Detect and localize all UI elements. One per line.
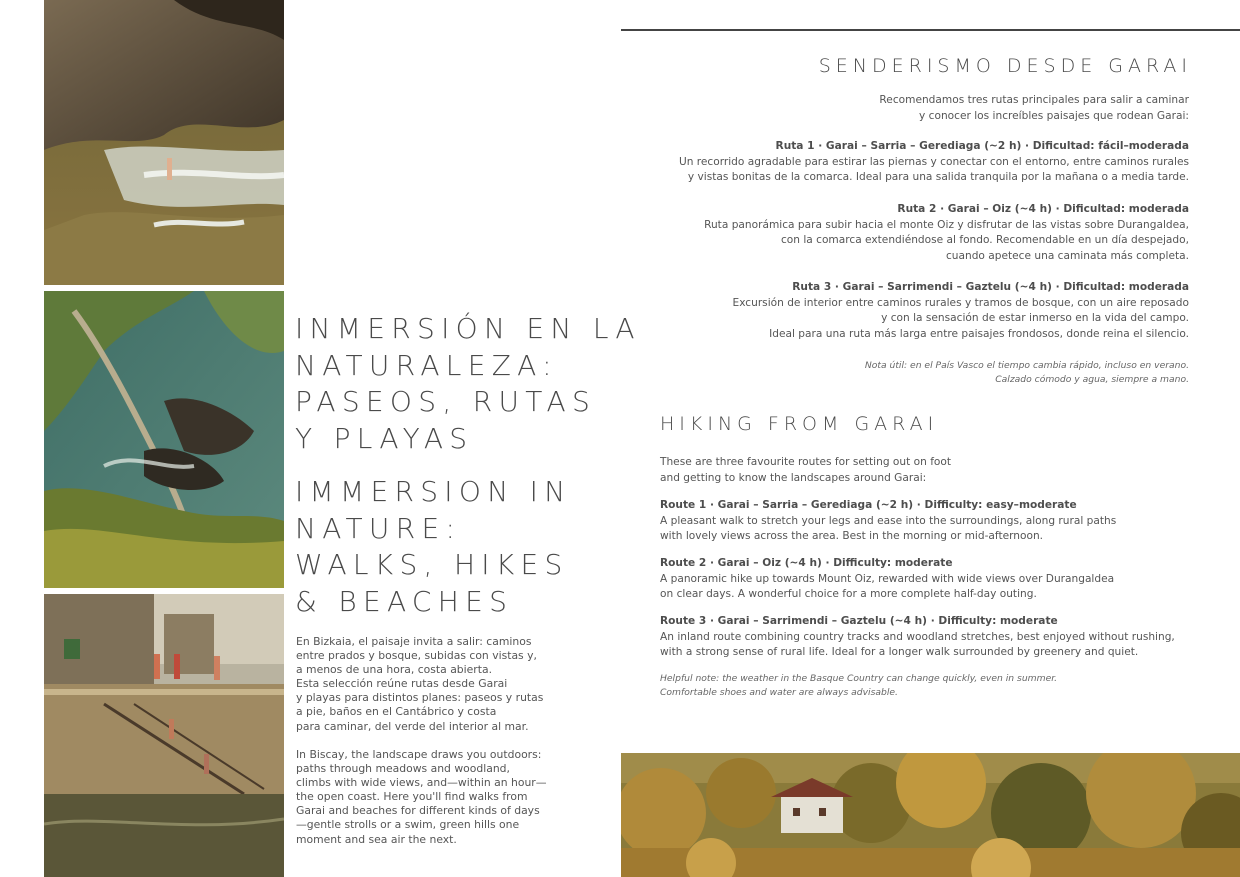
es-route-3: [733, 280, 1190, 342]
coastal-bridge-photo: [44, 291, 284, 588]
en-route-3: [660, 614, 1175, 661]
en-intro-line: These are three favourite routes for setting out on foot: [660, 456, 952, 468]
intro-spanish: [296, 635, 546, 734]
en-route-title: Route 2 · Garai – Oiz (~4 h) · Difficulty: moderate: [660, 557, 953, 569]
headline-english: [295, 474, 595, 620]
es-route-title: Ruta 3 · Garai – Sarrimendi – Gaztelu (~4 h) · Dificultad: moderada: [792, 281, 1189, 293]
headline-line: IMMERSION IN: [295, 475, 572, 508]
intro-line: In Biscay, the landscape draws you outdoors:: [296, 748, 542, 761]
en-route-line: A panoramic hike up towards Mount Oiz, rewarded with wide views over Durangaldea: [660, 572, 1115, 585]
intro-line: climbs with wide views, and—within an hour—: [296, 776, 547, 790]
intro-line: paths through meadows and woodland,: [296, 762, 510, 776]
intro-line: En Bizkaia, el paisaje invita a salir: caminos: [296, 635, 532, 648]
en-route-line: A pleasant walk to stretch your legs and ease into the surroundings, along rural paths: [660, 514, 1117, 527]
es-intro: [879, 93, 1189, 124]
headline-line: WALKS, HIKES: [295, 548, 569, 581]
intro-line: moment and sea air the next.: [296, 832, 457, 846]
en-route-1: [660, 498, 1116, 545]
es-note: [865, 359, 1189, 387]
es-route-line: y vistas bonitas de la comarca. Ideal para una salida tranquila por la mañana o a media tarde.: [687, 171, 1189, 184]
es-route-1: [679, 139, 1189, 186]
es-route-2: [704, 202, 1189, 264]
es-note-line: Nota útil: en el País Vasco el tiempo cambia rápido, incluso en verano.: [864, 360, 1189, 371]
en-section-title: HIKING FROM GARAI: [660, 413, 939, 435]
intro-line: the open coast. Here you'll find walks from: [296, 790, 528, 804]
en-route-line: with a strong sense of rural life. Ideal for a longer walk surrounded by greenery and quiet.: [660, 646, 1139, 659]
es-intro-line: y conocer los increíbles paisajes que rodean Garai:: [919, 109, 1189, 122]
en-route-2: [660, 556, 1114, 603]
intro-english: [296, 748, 546, 847]
en-route-line: on clear days. A wonderful choice for a more complete half-day outing.: [660, 588, 1037, 601]
intro-line: —gentle strolls or a swim, green hills one: [296, 818, 520, 832]
es-route-line: con la comarca extendiéndose al fondo. Recomendable en un día despejado,: [780, 234, 1189, 247]
es-route-title: Ruta 2 · Garai – Oiz (~4 h) · Dificultad: moderada: [897, 203, 1189, 215]
en-route-title: Route 1 · Garai – Sarria – Geredіaga (~2 h) · Difficulty: easy–moderate: [660, 499, 1077, 511]
en-intro: [660, 455, 951, 486]
headline-line: NATURE:: [295, 511, 462, 545]
en-route-line: with lovely views across the area. Best in the morning or mid-afternoon.: [660, 530, 1044, 543]
headline-line: & BEACHES: [295, 584, 514, 618]
village-autumn-photo: [621, 753, 1240, 877]
harbour-pier-photo: [44, 594, 284, 877]
es-intro-line: Recomendamos tres rutas principales para salir a caminar: [879, 94, 1189, 106]
en-intro-line: and getting to know the landscapes around Garai:: [660, 471, 927, 484]
intro-line: y playas para distintos planes: paseos y rutas: [296, 691, 544, 705]
headline-line: PASEOS, RUTAS: [295, 385, 597, 418]
es-route-line: Ruta panorámica para subir hacia el monte Oiz y disfrutar de las vistas sobre Durangaldea,: [704, 218, 1189, 231]
en-note: [660, 672, 1057, 700]
es-route-line: Un recorrido agradable para estirar las piernas y conectar con el entorno, entre caminos rurales: [678, 155, 1189, 168]
intro-line: Esta selección reúne rutas desde Garai: [296, 677, 508, 691]
es-route-title: Ruta 1 · Garai – Sarria – Gerediaga (~2 h) · Dificultad: fácil–moderada: [775, 140, 1189, 152]
intro-line: entre prados y bosque, subidas con vistas y,: [296, 649, 537, 663]
en-note-line: Helpful note: the weather in the Basque Country can change quickly, even in summer.: [660, 673, 1058, 684]
en-route-line: An inland route combining country tracks and woodland stretches, best enjoyed without rushing,: [660, 630, 1175, 643]
es-route-line: Excursión de interior entre caminos rurales y tramos de bosque, con un aire reposado: [732, 296, 1189, 309]
es-route-line: y con la sensación de estar inmerso en la vida del campo.: [881, 312, 1189, 325]
en-route-title: Route 3 · Garai – Sarrimendi – Gaztelu (~4 h) · Difficulty: moderate: [660, 615, 1058, 627]
headline-line: NATURALEZA:: [295, 348, 558, 382]
es-route-line: Ideal para una ruta más larga entre paisajes frondosos, donde reina el silencio.: [769, 327, 1189, 340]
en-note-line: Comfortable shoes and water are always advisable.: [660, 687, 898, 698]
headline-line: Y PLAYAS: [295, 421, 474, 455]
es-section-title: SENDERISMO DESDE GARAI: [818, 55, 1192, 77]
top-divider: [621, 29, 1240, 31]
headline-spanish: [295, 311, 641, 457]
intro-line: Garai and beaches for different kinds of days: [296, 804, 540, 818]
es-route-line: cuando apetece una caminata más completa.: [945, 249, 1189, 262]
intro-line: a pie, baños en el Cantábrico y costa: [296, 705, 497, 719]
headline-line: INMERSIÓN EN LA: [295, 312, 641, 345]
es-note-line: Calzado cómodo y agua, siempre a mano.: [995, 374, 1189, 385]
intro-line: a menos de una hora, costa abierta.: [296, 663, 493, 677]
coast-swimmer-photo: [44, 0, 284, 285]
intro-line: para caminar, del verde del interior al mar.: [296, 719, 529, 733]
